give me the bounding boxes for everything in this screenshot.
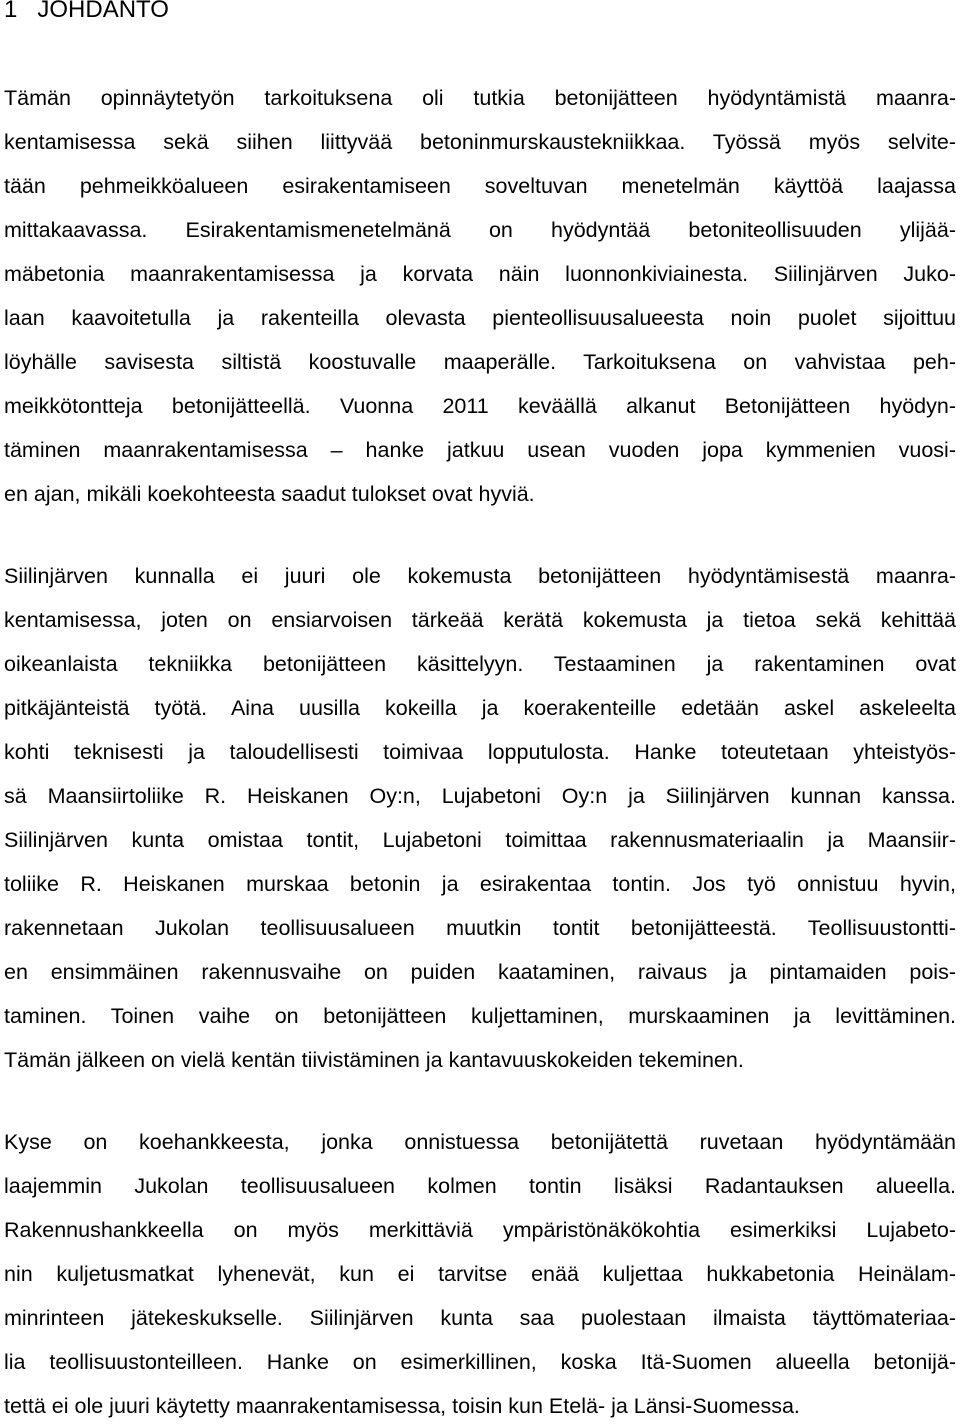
section-number: 1 bbox=[4, 0, 18, 23]
section-title: JOHDANTO bbox=[37, 0, 169, 23]
paragraph-line: löyhälle savisesta siltistä koostuvalle maaperälle. Tarkoituksena on vahvistaa peh- bbox=[4, 350, 956, 374]
paragraph-line: kohti teknisesti ja taloudellisesti toimivaa lopputulosta. Hanke toteutetaan yhteistyös- bbox=[4, 740, 956, 764]
paragraph-3 bbox=[4, 1120, 956, 1428]
paragraph-line: rakennetaan Jukolan teollisuusalueen muutkin tontit betonijätteestä. Teollisuustontti- bbox=[4, 916, 956, 940]
paragraph-line: mäbetonia maanrakentamisessa ja korvata näin luonnonkiviainesta. Siilinjärven Juko- bbox=[4, 262, 956, 286]
paragraph-line: mittakaavassa. Esirakentamismenetelmänä on hyödyntää betoniteollisuuden ylijää- bbox=[4, 218, 956, 242]
paragraph-line: en ensimmäinen rakennusvaihe on puiden kaataminen, raivaus ja pintamaiden pois- bbox=[4, 960, 956, 984]
paragraph-line: Kyse on koehankkeesta, jonka onnistuessa betonijätettä ruvetaan hyödyntämään bbox=[4, 1130, 956, 1154]
paragraph-line: minrinteen jätekeskukselle. Siilinjärven kunta saa puolestaan ilmaista täyttömateriaa- bbox=[4, 1306, 956, 1330]
paragraph-line: laajemmin Jukolan teollisuusalueen kolmen tontin lisäksi Radantauksen alueella. bbox=[4, 1174, 956, 1198]
paragraph-line: meikkötontteja betonijätteellä. Vuonna 2011 keväällä alkanut Betonijätteen hyödyn- bbox=[4, 394, 956, 418]
paragraph-line: Tämän jälkeen on vielä kentän tiivistäminen ja kantavuuskokeiden tekeminen. bbox=[4, 1048, 744, 1072]
paragraph-line: sä Maansiirtoliike R. Heiskanen Oy:n, Lujabetoni Oy:n ja Siilinjärven kunnan kanssa. bbox=[4, 784, 956, 808]
paragraph-line: toliike R. Heiskanen murskaa betonin ja esirakentaa tontin. Jos työ onnistuu hyvin, bbox=[4, 872, 956, 896]
paragraph-line: lia teollisuustonteilleen. Hanke on esimerkillinen, koska Itä-Suomen alueella betonijä- bbox=[4, 1350, 956, 1374]
paragraph-line: täminen maanrakentamisessa – hanke jatkuu usean vuoden jopa kymmenien vuosi- bbox=[4, 438, 956, 462]
paragraph-1 bbox=[4, 76, 956, 516]
paragraph-line: tettä ei ole juuri käytetty maanrakentamisessa, toisin kun Etelä- ja Länsi-Suomessa. bbox=[4, 1394, 800, 1418]
paragraph-line: Tämän opinnäytetyön tarkoituksena oli tutkia betonijätteen hyödyntämistä maanra- bbox=[4, 86, 956, 110]
paragraph-line: tään pehmeikköalueen esirakentamiseen soveltuvan menetelmän käyttöä laajassa bbox=[4, 174, 956, 198]
paragraph-line: nin kuljetusmatkat lyhenevät, kun ei tarvitse enää kuljettaa hukkabetonia Heinälam- bbox=[4, 1262, 956, 1286]
paragraph-line: Siilinjärven kunnalla ei juuri ole kokemusta betonijätteen hyödyntämisestä maanra- bbox=[4, 564, 956, 588]
paragraph-line: laan kaavoitetulla ja rakenteilla olevasta pienteollisuusalueesta noin puolet sijoittuu bbox=[4, 306, 956, 330]
paragraph-line: taminen. Toinen vaihe on betonijätteen kuljettaminen, murskaaminen ja levittäminen. bbox=[4, 1004, 956, 1028]
paragraph-line: kentamisessa sekä siihen liittyvää betoninmurskaustekniikkaa. Työssä myös selvite- bbox=[4, 130, 956, 154]
paragraph-line: Rakennushankkeella on myös merkittäviä ympäristönäkökohtia esimerkiksi Lujabeto- bbox=[4, 1218, 956, 1242]
paragraph-line: en ajan, mikäli koekohteesta saadut tulokset ovat hyviä. bbox=[4, 482, 535, 506]
paragraph-2 bbox=[4, 554, 956, 1082]
paragraph-line: oikeanlaista tekniikka betonijätteen käsittelyyn. Testaaminen ja rakentaminen ovat bbox=[4, 652, 956, 676]
paragraph-line: pitkäjänteistä työtä. Aina uusilla kokeilla ja koerakenteille edetään askel askeleelta bbox=[4, 696, 956, 720]
section-heading bbox=[4, 0, 169, 30]
paragraph-line: Siilinjärven kunta omistaa tontit, Lujabetoni toimittaa rakennusmateriaalin ja Maansiir- bbox=[4, 828, 956, 852]
paragraph-line: kentamisessa, joten on ensiarvoisen tärkeää kerätä kokemusta ja tietoa sekä kehittää bbox=[4, 608, 956, 632]
